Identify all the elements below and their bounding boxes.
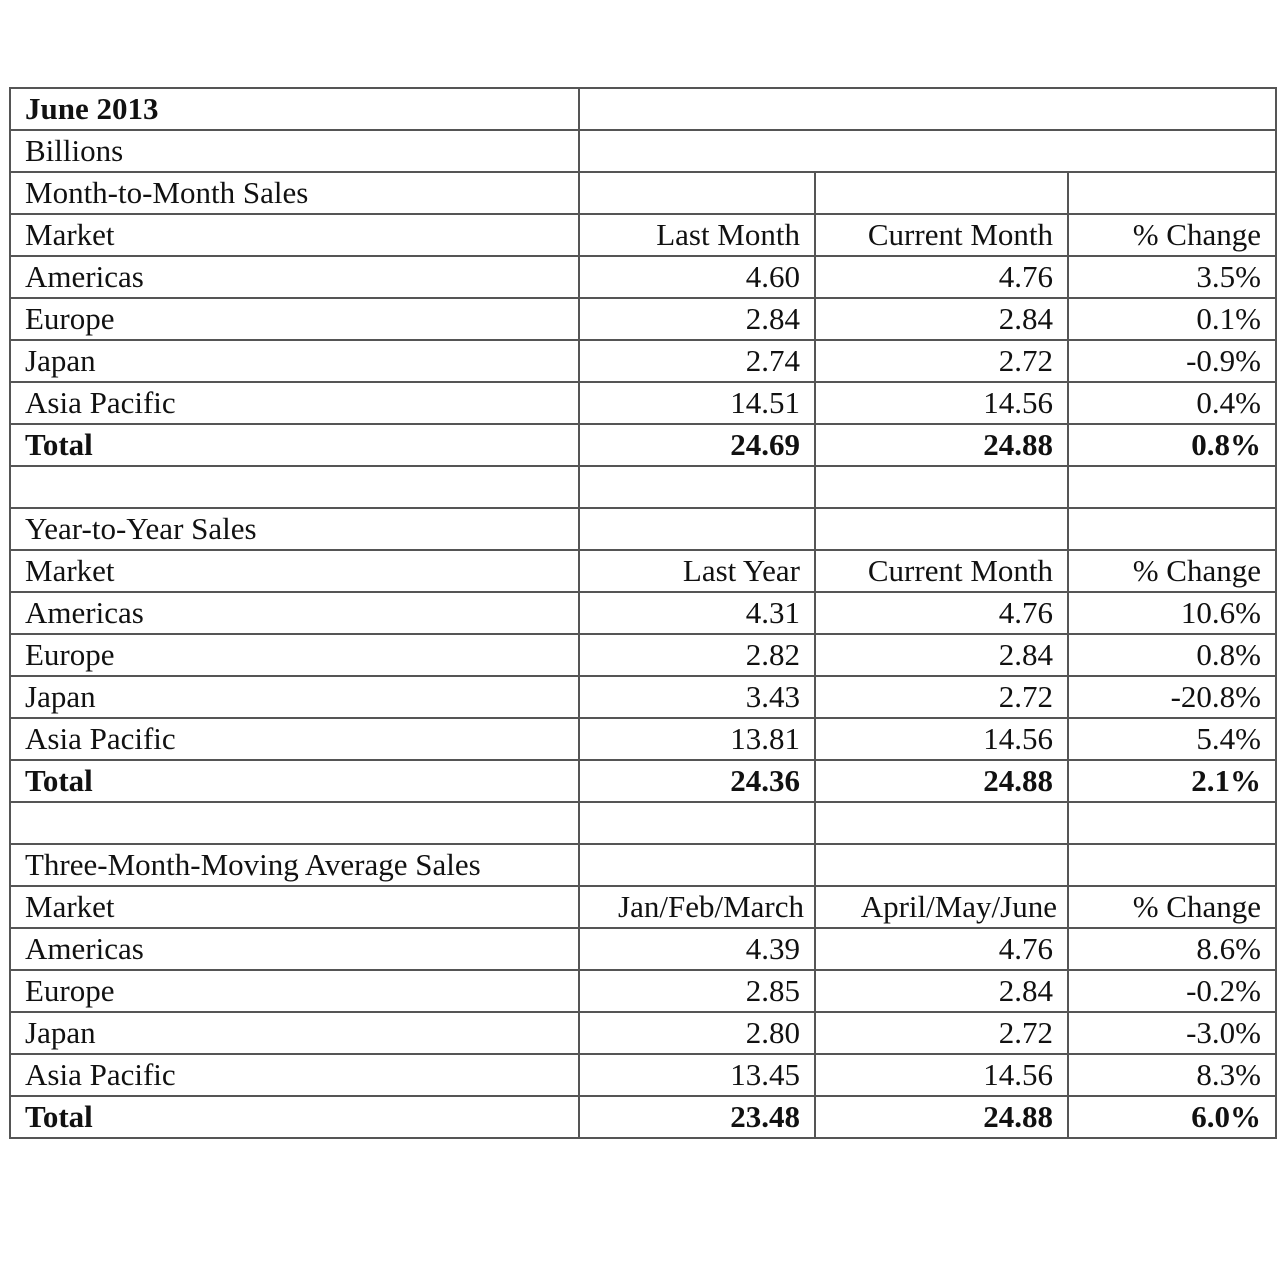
spacer-row [10,466,1276,508]
value-cell: 13.81 [579,718,815,760]
market-name: Europe [10,298,579,340]
total-change: 0.8% [1068,424,1276,466]
empty-cell [1068,508,1276,550]
empty-cell [10,802,579,844]
change-cell: 5.4% [1068,718,1276,760]
section-heading: Three-Month-Moving Average Sales [10,844,579,886]
section-heading-row [10,844,1276,886]
value-cell: 2.85 [579,970,815,1012]
empty-cell [1068,844,1276,886]
table-row [10,592,1276,634]
units-label: Billions [10,130,579,172]
change-cell: -0.9% [1068,340,1276,382]
empty-cell [1068,172,1276,214]
section-heading: Year-to-Year Sales [10,508,579,550]
value-cell: 3.43 [579,676,815,718]
change-cell: -20.8% [1068,676,1276,718]
column-header-row [10,886,1276,928]
table-row [10,340,1276,382]
total-value: 24.36 [579,760,815,802]
value-cell: 2.74 [579,340,815,382]
table-row [10,970,1276,1012]
empty-cell [815,802,1068,844]
total-value: 24.88 [815,760,1068,802]
table-row [10,382,1276,424]
total-value: 23.48 [579,1096,815,1138]
value-cell: 2.84 [815,970,1068,1012]
empty-cell [579,802,815,844]
empty-cell [579,172,815,214]
report-title: June 2013 [10,88,579,130]
total-row [10,1096,1276,1138]
change-cell: 0.8% [1068,634,1276,676]
change-cell: 0.1% [1068,298,1276,340]
market-name: Japan [10,1012,579,1054]
table-row [10,1012,1276,1054]
value-cell: 4.31 [579,592,815,634]
table-row [10,634,1276,676]
value-cell: 4.60 [579,256,815,298]
change-cell: -0.2% [1068,970,1276,1012]
change-cell: 0.4% [1068,382,1276,424]
column-header: Market [10,214,579,256]
value-cell: 2.82 [579,634,815,676]
value-cell: 4.76 [815,928,1068,970]
empty-cell [579,508,815,550]
market-name: Japan [10,340,579,382]
value-cell: 4.76 [815,592,1068,634]
spacer-row [10,802,1276,844]
empty-cell [1068,802,1276,844]
column-header: Market [10,886,579,928]
total-change: 2.1% [1068,760,1276,802]
value-cell: 2.84 [579,298,815,340]
column-header-row [10,550,1276,592]
change-cell: -3.0% [1068,1012,1276,1054]
market-name: Americas [10,928,579,970]
column-header: Last Year [579,550,815,592]
market-name: Asia Pacific [10,382,579,424]
value-cell: 2.72 [815,340,1068,382]
column-header: % Change [1068,550,1276,592]
section-heading-row [10,508,1276,550]
empty-cell [579,88,1276,130]
units-row [10,130,1276,172]
column-header: Current Month [815,214,1068,256]
total-value: 24.88 [815,424,1068,466]
total-label: Total [10,1096,579,1138]
empty-cell [10,466,579,508]
column-header: Market [10,550,579,592]
total-label: Total [10,760,579,802]
column-header: % Change [1068,214,1276,256]
table-row [10,256,1276,298]
market-name: Asia Pacific [10,1054,579,1096]
column-header: Current Month [815,550,1068,592]
total-label: Total [10,424,579,466]
value-cell: 14.56 [815,382,1068,424]
market-name: Europe [10,970,579,1012]
title-row [10,88,1276,130]
change-cell: 10.6% [1068,592,1276,634]
total-row [10,760,1276,802]
value-cell: 14.56 [815,718,1068,760]
value-cell: 4.76 [815,256,1068,298]
change-cell: 3.5% [1068,256,1276,298]
market-name: Americas [10,592,579,634]
total-change: 6.0% [1068,1096,1276,1138]
value-cell: 2.72 [815,676,1068,718]
empty-cell [815,508,1068,550]
table-row [10,298,1276,340]
change-cell: 8.3% [1068,1054,1276,1096]
value-cell: 13.45 [579,1054,815,1096]
column-header: Jan/Feb/March [579,886,815,928]
empty-cell [579,844,815,886]
market-name: Japan [10,676,579,718]
total-row [10,424,1276,466]
total-value: 24.88 [815,1096,1068,1138]
section-heading-row [10,172,1276,214]
empty-cell [815,844,1068,886]
value-cell: 4.39 [579,928,815,970]
total-value: 24.69 [579,424,815,466]
empty-cell [1068,466,1276,508]
value-cell: 2.84 [815,298,1068,340]
market-name: Americas [10,256,579,298]
table-row [10,1054,1276,1096]
table-row [10,676,1276,718]
table-row [10,928,1276,970]
sales-table [9,87,1277,1139]
empty-cell [579,130,1276,172]
value-cell: 14.56 [815,1054,1068,1096]
section-heading: Month-to-Month Sales [10,172,579,214]
value-cell: 14.51 [579,382,815,424]
column-header: % Change [1068,886,1276,928]
empty-cell [815,172,1068,214]
column-header-row [10,214,1276,256]
market-name: Europe [10,634,579,676]
value-cell: 2.80 [579,1012,815,1054]
column-header: April/May/June [815,886,1068,928]
table-row [10,718,1276,760]
value-cell: 2.72 [815,1012,1068,1054]
empty-cell [815,466,1068,508]
change-cell: 8.6% [1068,928,1276,970]
value-cell: 2.84 [815,634,1068,676]
empty-cell [579,466,815,508]
column-header: Last Month [579,214,815,256]
market-name: Asia Pacific [10,718,579,760]
